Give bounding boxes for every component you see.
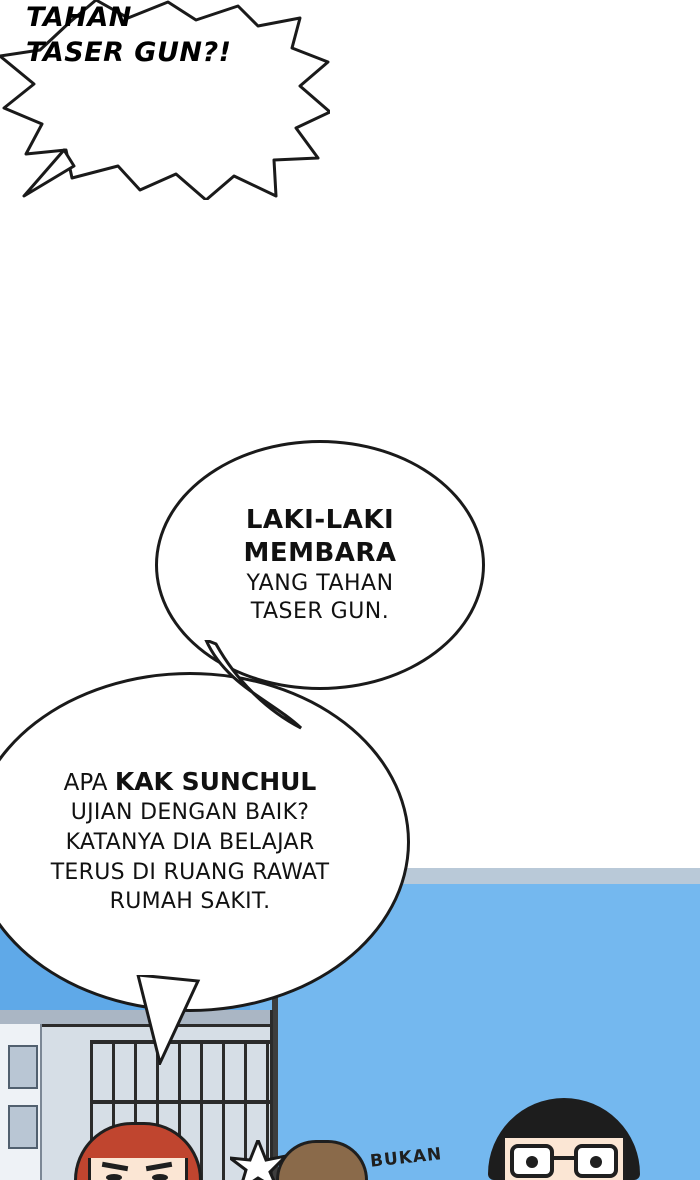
pupil-right [590,1156,602,1168]
speech-balloon-right-shout [0,0,382,200]
balloon-line: LAKI-LAKI [245,504,395,535]
balloon-line: TASER GUN. [250,599,390,625]
glasses-bridge [554,1156,574,1160]
balloon-line: TAHAN [26,2,132,33]
balloon-line: UJIAN DENGAN BAIK? [70,800,310,826]
sfx-bukan: BUKAN [369,1144,444,1172]
balloon-line-mixed [64,767,317,796]
balloon-line: KATANYA DIA BELAJAR [65,829,315,855]
impact-spark-icon [230,1140,286,1180]
character-dark-hair-glasses [488,1098,640,1180]
eye-right [152,1174,168,1180]
speech-tail-left [120,975,210,1065]
speech-tail-top [196,640,306,730]
fence-rail [90,1100,270,1104]
building-window [8,1045,38,1089]
hair [276,1140,368,1180]
eye-left [106,1174,122,1180]
balloon-line-emphasis: KAK SUNCHUL [114,767,317,797]
building-window [8,1105,38,1149]
balloon-line-prefix: APA [63,770,115,797]
balloon-line: YANG TAHAN [246,571,394,597]
balloon-line: TASER GUN?! [26,37,232,69]
pupil-left [526,1156,538,1168]
character-red-hair [74,1122,202,1180]
character-brown-hair [276,1140,368,1180]
balloon-line: TERUS DI RUANG RAWAT [50,859,330,885]
balloon-line: RUMAH SAKIT. [109,889,271,915]
balloon-line: MEMBARA [243,537,397,568]
